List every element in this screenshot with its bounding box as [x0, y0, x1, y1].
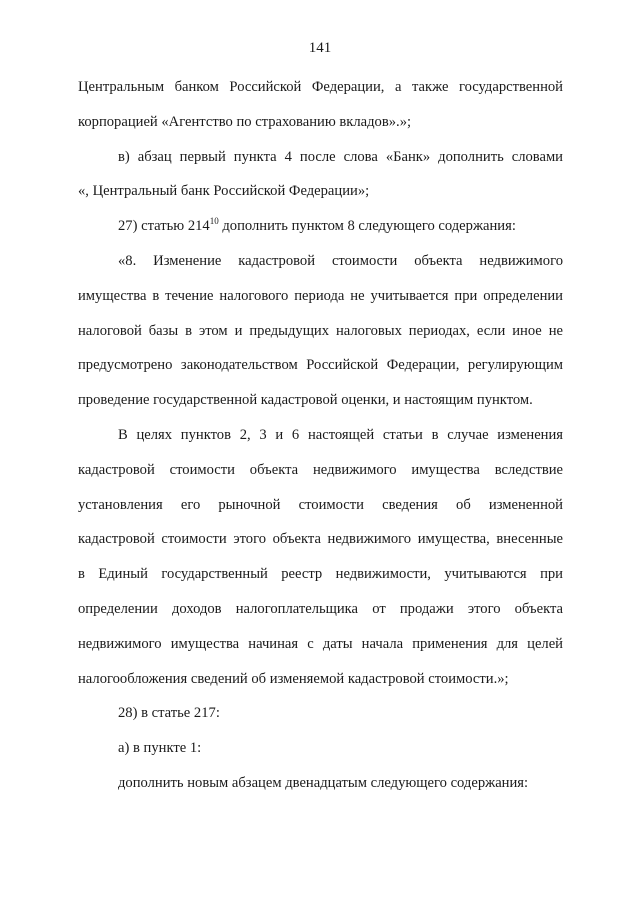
text-line: «, Центральный банк Российской Федерации»;: [78, 183, 370, 200]
text-line: кадастровой стоимости объекта недвижимого имущества вследствие: [78, 461, 563, 478]
text-line: недвижимого имущества начиная с даты начала применения для целей: [78, 635, 563, 652]
text-line: В целях пунктов 2, 3 и 6 настоящей статьи в случае изменения: [118, 426, 563, 443]
text-line: Центральным банком Российской Федерации, а также государственной: [78, 79, 563, 95]
text-segment: 27) статью 214: [118, 218, 210, 235]
text-line: определении доходов налогоплательщика от продажи этого объекта: [78, 600, 563, 617]
page-number: 141: [308, 40, 332, 56]
text-line: а) в пункте 1:: [118, 740, 202, 757]
text-line: [78, 209, 563, 244]
text-line: в) абзац первый пункта 4 после слова «Банк» дополнить словами: [118, 148, 563, 165]
text-line: налогообложения сведений об изменяемой кадастровой стоимости.»;: [78, 670, 509, 687]
text-line: проведение государственной кадастровой оценки, и настоящим пунктом.: [78, 392, 533, 409]
text-line: предусмотрено законодательством Российской Федерации, регулирующим: [78, 357, 563, 374]
document-body: [78, 70, 563, 801]
text-segment: дополнить пунктом 8 следующего содержания:: [218, 218, 516, 235]
text-line: кадастровой стоимости этого объекта недвижимого имущества, внесенные: [78, 531, 563, 548]
text-line: установления его рыночной стоимости сведения об измененной: [78, 496, 563, 513]
text-line: 28) в статье 217:: [118, 705, 220, 722]
text-line: корпорацией «Агентство по страхованию вкладов».»;: [78, 113, 412, 130]
text-line: имущества в течение налогового периода не учитывается при определении: [78, 287, 563, 304]
superscript: 10: [209, 216, 219, 227]
text-line: в Единый государственный реестр недвижимости, учитываются при: [78, 566, 563, 583]
text-line: дополнить новым абзацем двенадцатым следующего содержания:: [118, 774, 529, 791]
text-line: «8. Изменение кадастровой стоимости объекта недвижимого: [118, 252, 563, 269]
text-line: налоговой базы в этом и предыдущих налоговых периодах, если иное не: [78, 322, 563, 339]
